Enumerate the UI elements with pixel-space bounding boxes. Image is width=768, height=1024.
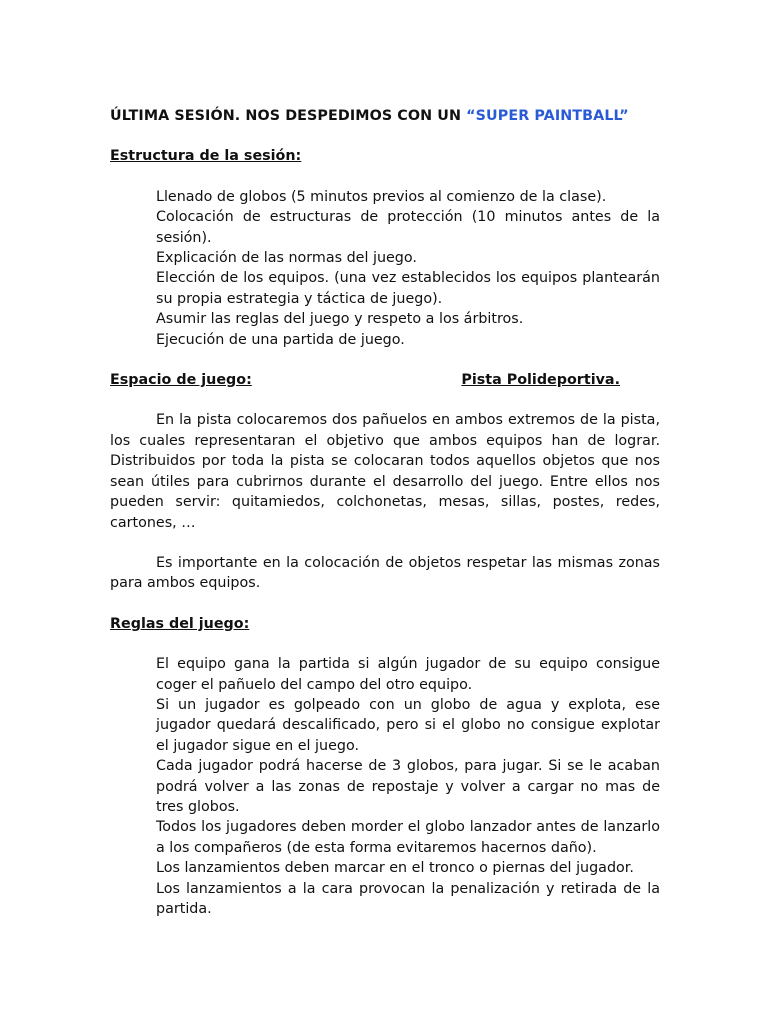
reglas-list <box>110 654 660 919</box>
estructura-list <box>110 187 660 350</box>
estructura-item: Asumir las reglas del juego y respeto a los árbitros. <box>156 311 524 328</box>
reglas-item: El equipo gana la partida si algún jugador de su equipo consigue coger el pañuelo del campo del otro equipo. <box>156 656 660 693</box>
reglas-heading: Reglas del juego: <box>110 615 250 632</box>
estructura-item: Colocación de estructuras de protección (10 minutos antes de la sesión). <box>156 209 660 246</box>
estructura-item: Ejecución de una partida de juego. <box>156 331 405 348</box>
espacio-paragraph: Es importante en la colocación de objetos respetar las mismas zonas para ambos equipos. <box>110 554 660 592</box>
reglas-item: Cada jugador podrá hacerse de 3 globos, para jugar. Si se le acaban podrá volver a las zonas de repostaje y volver a cargar no mas de tres globos. <box>156 758 660 815</box>
estructura-item: Elección de los equipos. (una vez establecidos los equipos plantearán su propia estrategia y táctica de juego). <box>156 270 660 307</box>
espacio-heading-row <box>110 370 620 390</box>
title-prefix: ÚLTIMA SESIÓN. NOS DESPEDIMOS CON UN <box>110 108 467 124</box>
reglas-item: Los lanzamientos a la cara provocan la penalización y retirada de la partida. <box>156 880 660 917</box>
reglas-item: Los lanzamientos deben marcar en el tronco o piernas del jugador. <box>156 860 634 877</box>
espacio-paragraph: En la pista colocaremos dos pañuelos en ambos extremos de la pista, los cuales representaran el objetivo que ambos equipos han de lograr. Distribuidos por toda la pista se colocaran todos aquellos objetos que nos sean útiles para cubrirnos durante el desarrollo del juego. Entre ellos nos pueden servir: quitamiedos, colchonetas, mesas, sillas, postes, redes, cartones, … <box>110 412 660 531</box>
estructura-item: Explicación de las normas del juego. <box>156 250 417 267</box>
espacio-heading: Espacio de juego: <box>110 372 252 389</box>
estructura-item: Llenado de globos (5 minutos previos al comienzo de la clase). <box>156 188 607 205</box>
reglas-item: Si un jugador es golpeado con un globo de agua y explota, ese jugador quedará descalificado, pero si el globo no consigue explotar el jugador sigue en el juego. <box>156 696 660 754</box>
espacio-value: Pista Polideportiva. <box>461 372 620 389</box>
estructura-heading: Estructura de la sesión: <box>110 148 302 165</box>
page-title <box>110 106 660 126</box>
reglas-item: Todos los jugadores deben morder el globo lanzador antes de lanzarlo a los compañeros (de esta forma evitaremos hacernos daño). <box>156 819 660 856</box>
title-accent: “SUPER PAINTBALL” <box>466 108 629 124</box>
